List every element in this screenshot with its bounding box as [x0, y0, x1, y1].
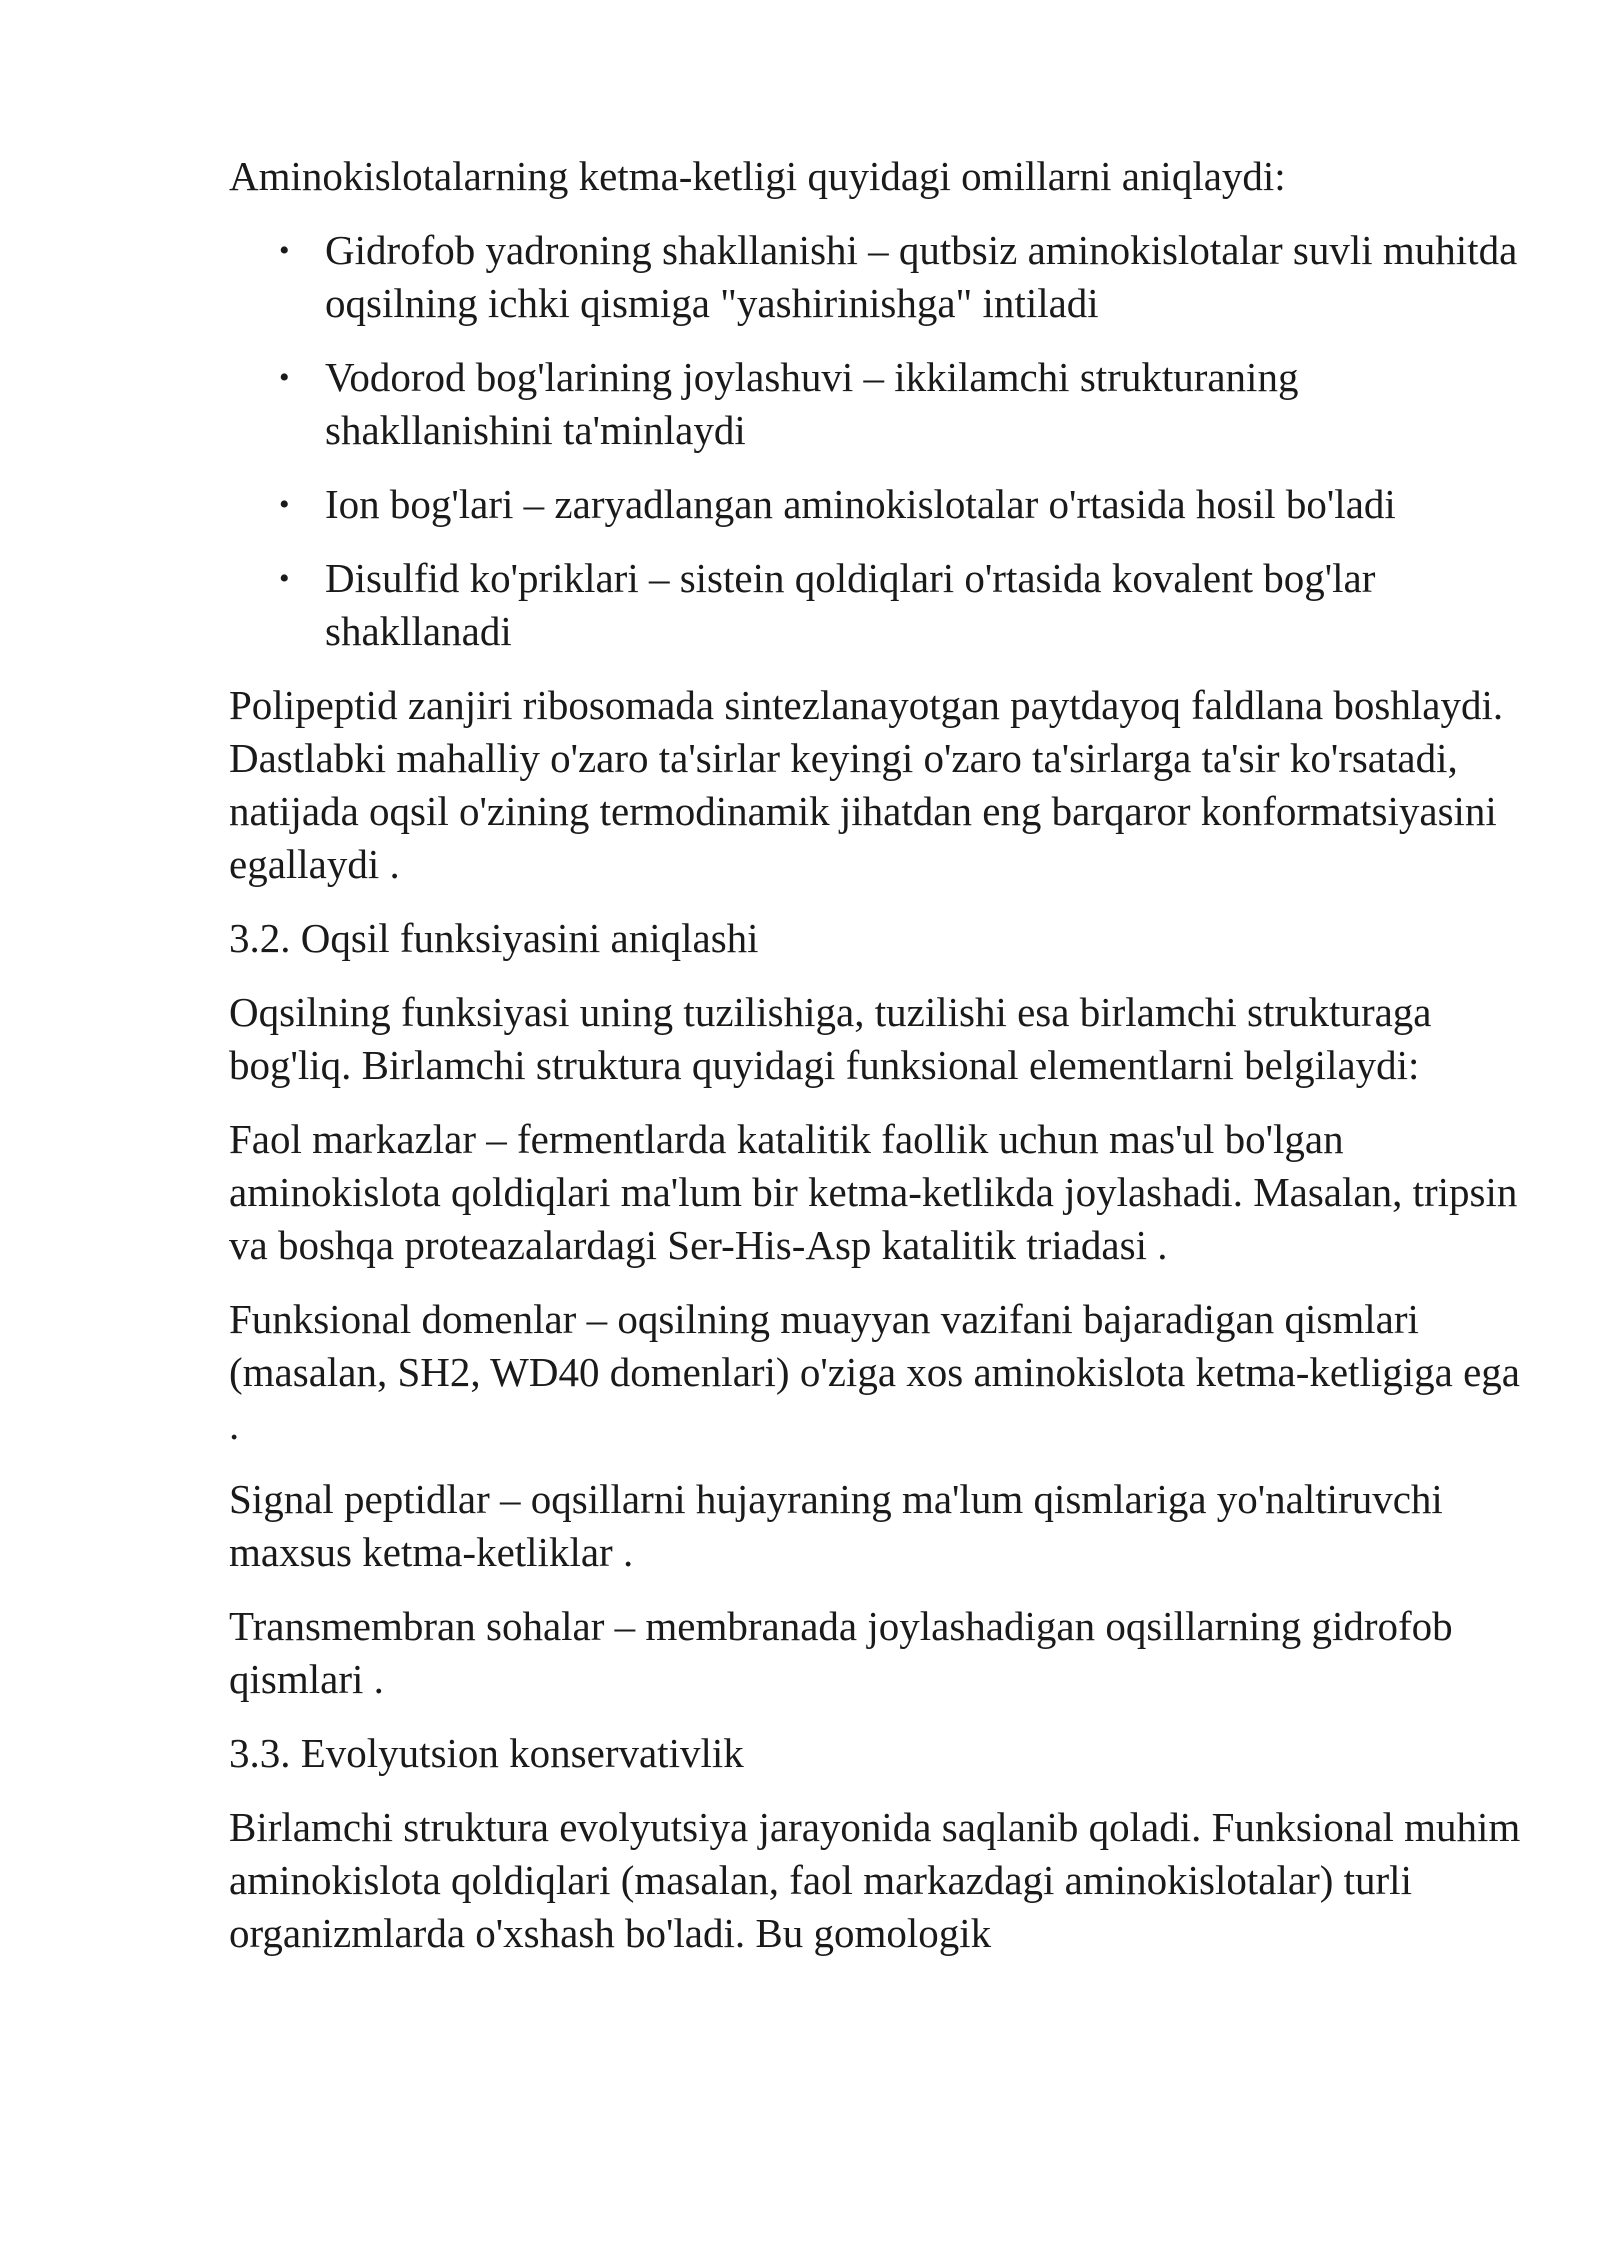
bullet-icon: •: [279, 361, 290, 394]
domains-paragraph: Funksional domenlar – oqsilning muayyan vazifani bajaradigan qismlari (masalan, SH2, WD40 domenlari) o'ziga xos aminokislota ketma-ketligiga ega .: [229, 1296, 1520, 1448]
folding-paragraph: Polipeptid zanjiri ribosomada sintezlanayotgan paytdayoq faldlana boshlaydi. Dastlabki mahalliy o'zaro ta'sirlar keyingi o'zaro ta'sirlarga ta'sir ko'rsatadi, natijada oqsil o'zining termodinamik jihatdan eng barqaror konformatsiyasini egallaydi .: [229, 682, 1504, 887]
transmembrane-paragraph: Transmembran sohalar – membranada joylashadigan oqsillarning gidrofob qismlari .: [229, 1603, 1453, 1702]
function-paragraph: Oqsilning funksiyasi uning tuzilishiga, tuzilishi esa birlamchi strukturaga bog'liq. Birlamchi struktura quyidagi funksional elementlarni belgilaydi:: [229, 989, 1432, 1088]
list-item: [229, 351, 1529, 457]
list-item: [229, 224, 1529, 330]
document-page: [229, 150, 1529, 1981]
list-item-text: Ion bog'lari – zaryadlangan aminokislotalar o'rtasida hosil bo'ladi: [325, 481, 1396, 527]
list-item: [229, 478, 1529, 531]
signal-peptides-paragraph: Signal peptidlar – oqsillarni hujayraning ma'lum qismlariga yo'naltiruvchi maxsus ketma-ketliklar .: [229, 1476, 1443, 1575]
bullet-icon: •: [279, 562, 290, 595]
intro-paragraph: Aminokislotalarning ketma-ketligi quyidagi omillarni aniqlaydi:: [229, 153, 1286, 199]
conservation-paragraph: Birlamchi struktura evolyutsiya jarayonida saqlanib qoladi. Funksional muhim aminokislota qoldiqlari (masalan, faol markazdagi aminokislotalar) turli organizmlarda o'xshash bo'ladi. Bu gomologik: [229, 1804, 1521, 1956]
active-sites-paragraph: Faol markazlar – fermentlarda katalitik faollik uchun mas'ul bo'lgan aminokislota qoldiqlari ma'lum bir ketma-ketlikda joylashadi. Masalan, tripsin va boshqa proteazalardagi Ser-His-Asp katalitik triadasi .: [229, 1116, 1518, 1268]
list-item-text: Vodorod bog'larining joylashuvi – ikkilamchi strukturaning shakllanishini ta'minlaydi: [325, 354, 1299, 453]
section-heading-3-3: 3.3. Evolyutsion konservativlik: [229, 1730, 744, 1776]
factors-list: [229, 224, 1529, 658]
bullet-icon: •: [279, 488, 290, 521]
list-item-text: Disulfid ko'priklari – sistein qoldiqlari o'rtasida kovalent bog'lar shakllanadi: [325, 555, 1376, 654]
list-item-text: Gidrofob yadroning shakllanishi – qutbsiz aminokislotalar suvli muhitda oqsilning ichki qismiga "yashirinishga" intiladi: [325, 227, 1518, 326]
section-heading-3-2: 3.2. Oqsil funksiyasini aniqlashi: [229, 915, 759, 961]
list-item: [229, 552, 1529, 658]
bullet-icon: •: [279, 234, 290, 267]
